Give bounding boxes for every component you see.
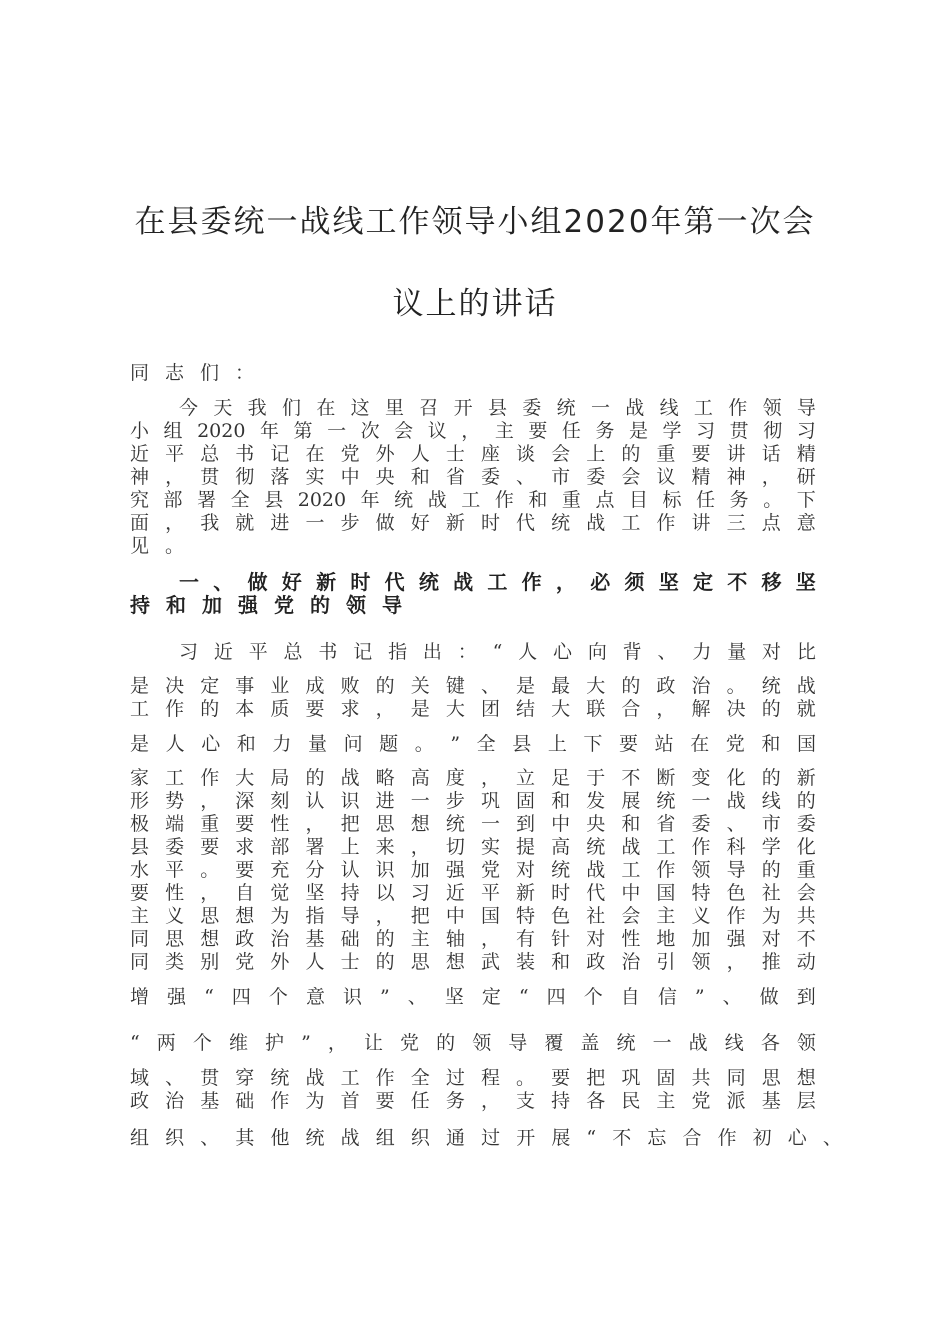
document-title-line-2: 议上的讲话 [392,286,558,322]
text-line: 组 织 、 其 他 统 战 组 织 通 过 开 展 “ 不 忘 合 作 初 心 、 [130,1127,842,1149]
document-title-line-1: 在县委统一战线工作领导小组2020年第一次会 [134,204,816,240]
text-line: 面 ， 我 就 进 一 步 做 好 新 时 代 统 战 工 作 讲 三 点 意 [130,512,816,534]
text-line: 增 强 “ 四 个 意 识 ” 、 坚 定 “ 四 个 自 信 ” 、 做 到 [130,986,816,1008]
text-line: 极 端 重 要 性 ， 把 思 想 统 一 到 中 央 和 省 委 、 市 委 [130,813,816,835]
text-line: 域 、 贯 穿 统 战 工 作 全 过 程 。 要 把 巩 固 共 同 思 想 [130,1067,816,1089]
text-line: 水 平 。 要 充 分 认 识 加 强 党 对 统 战 工 作 领 导 的 重 [130,859,816,881]
text-line: 同 志 们 ： [130,362,255,384]
text-line: 主 义 思 想 为 指 导 ， 把 中 国 特 色 社 会 主 义 作 为 共 [130,905,816,927]
text-line: 形 势 ， 深 刻 认 识 进 一 步 巩 固 和 发 展 统 一 战 线 的 [130,790,816,812]
text-line: 神 ， 贯 彻 落 实 中 央 和 省 委 、 市 委 会 议 精 神 ， 研 [130,466,816,488]
text-line: 习 近 平 总 书 记 指 出 ： “ 人 心 向 背 、 力 量 对 比 [179,641,816,663]
text-line: 同 类 别 党 外 人 士 的 思 想 武 装 和 政 治 引 领 ， 推 动 [130,951,816,973]
text-line: “ 两 个 维 护 ” ， 让 党 的 领 导 覆 盖 统 一 战 线 各 领 [130,1032,816,1054]
text-line: 政 治 基 础 作 为 首 要 任 务 ， 支 持 各 民 主 党 派 基 层 [130,1090,816,1112]
text-line: 家 工 作 大 局 的 战 略 高 度 ， 立 足 于 不 断 变 化 的 新 [130,767,816,789]
text-line: 今 天 我 们 在 这 里 召 开 县 委 统 一 战 线 工 作 领 导 [179,397,816,419]
text-line: 近 平 总 书 记 在 党 外 人 士 座 谈 会 上 的 重 要 讲 话 精 [130,443,816,465]
text-line: 县 委 要 求 部 署 上 来 ， 切 实 提 高 统 战 工 作 科 学 化 [130,836,816,858]
text-line: 持 和 加 强 党 的 领 导 [130,593,402,617]
text-line: 同 思 想 政 治 基 础 的 主 轴 ， 有 针 对 性 地 加 强 对 不 [130,928,816,950]
text-line: 见 。 [130,535,185,557]
text-line: 小 组 2020 年 第 一 次 会 议 ， 主 要 任 务 是 学 习 贯 彻 习 [130,420,816,442]
text-line: 一 、 做 好 新 时 代 统 战 工 作 ， 必 须 坚 定 不 移 坚 [179,570,816,594]
text-line: 是 决 定 事 业 成 败 的 关 键 、 是 最 大 的 政 治 。 统 战 [130,675,816,697]
text-line: 要 性 ， 自 觉 坚 持 以 习 近 平 新 时 代 中 国 特 色 社 会 [130,882,816,904]
text-line: 是 人 心 和 力 量 问 题 。 ” 全 县 上 下 要 站 在 党 和 国 [130,733,816,755]
text-line: 究 部 署 全 县 2020 年 统 战 工 作 和 重 点 目 标 任 务 。 下 [130,489,816,511]
text-line: 工 作 的 本 质 要 求 ， 是 大 团 结 大 联 合 ， 解 决 的 就 [130,698,816,720]
